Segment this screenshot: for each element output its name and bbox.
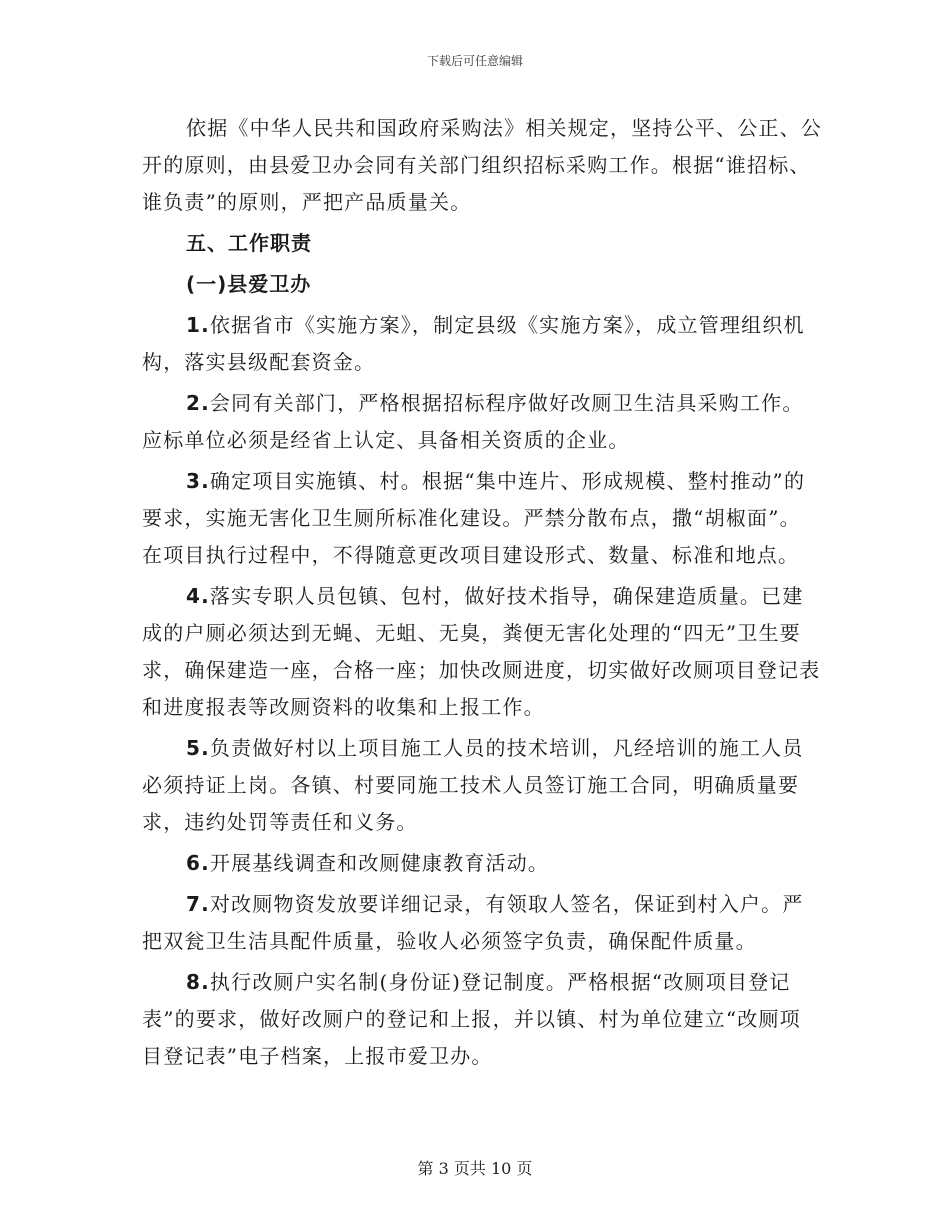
item-text: 执行改厕户实名制(身份证)登记制度。严格根据“改厕项目登记表”的要求，做好改厕户的登记和上报，并以镇、村为单位建立“改厕项目登记表”电子档案，上报市爱卫办。: [142, 970, 801, 1068]
list-item: [142, 307, 822, 381]
item-text: 落实专职人员包镇、包村，做好技术指导，确保建造质量。已建成的户厕必须达到无蝇、无蛆、无臭，粪便无害化处理的“四无”卫生要求，确保建造一座，合格一座；加快改厕进度，切实做好改厕项目登记表和进度报表等改厕资料的收集和上报工作。: [142, 584, 821, 719]
document-body: [142, 110, 822, 1079]
item-number: 7.: [186, 892, 210, 916]
list-item: [142, 578, 822, 726]
list-item: [142, 886, 822, 960]
list-item: [142, 964, 822, 1075]
page-header: 下载后可任意编辑: [426, 54, 523, 68]
item-number: 3.: [186, 469, 210, 493]
list-item: [142, 463, 822, 574]
item-text: 对改厕物资发放要详细记录，有领取人签名，保证到村入户。严把双瓮卫生洁具配件质量，验收人必须签字负责，确保配件质量。: [142, 892, 804, 953]
page-footer: 第 3 页共 10 页: [417, 1159, 533, 1178]
subsection-title: (一)县爱卫办: [186, 272, 312, 296]
list-item: [142, 385, 822, 459]
item-text: 依据省市《实施方案》，制定县级《实施方案》，成立管理组织机构，落实县级配套资金。: [142, 313, 805, 374]
item-number: 1.: [186, 313, 210, 337]
list-item: [142, 730, 822, 841]
intro-paragraph: 依据《中华人民共和国政府采购法》相关规定，坚持公平、公正、公开的原则，由县爱卫办会同有关部门组织招标采购工作。根据“谁招标、谁负责”的原则，严把产品质量关。: [142, 116, 822, 214]
item-number: 8.: [186, 970, 210, 994]
item-number: 2.: [186, 391, 210, 415]
section-title: 五、工作职责: [186, 231, 312, 255]
item-number: 6.: [186, 851, 210, 875]
item-text: 会同有关部门，严格根据招标程序做好改厕卫生洁具采购工作。应标单位必须是经省上认定、具备相关资质的企业。: [142, 391, 804, 452]
item-number: 4.: [186, 584, 210, 608]
item-text: 确定项目实施镇、村。根据“集中连片、形成规模、整村推动”的要求，实施无害化卫生厕所标准化建设。严禁分散布点，撒“胡椒面”。在项目执行过程中，不得随意更改项目建设形式、数量、标准和地点。: [142, 469, 806, 567]
list-item: [142, 845, 822, 882]
item-text: 负责做好村以上项目施工人员的技术培训，凡经培训的施工人员必须持证上岗。各镇、村要同施工技术人员签订施工合同，明确质量要求，违约处罚等责任和义务。: [142, 736, 804, 834]
item-number: 5.: [186, 736, 210, 760]
item-text: 开展基线调查和改厕健康教育活动。: [209, 851, 550, 875]
